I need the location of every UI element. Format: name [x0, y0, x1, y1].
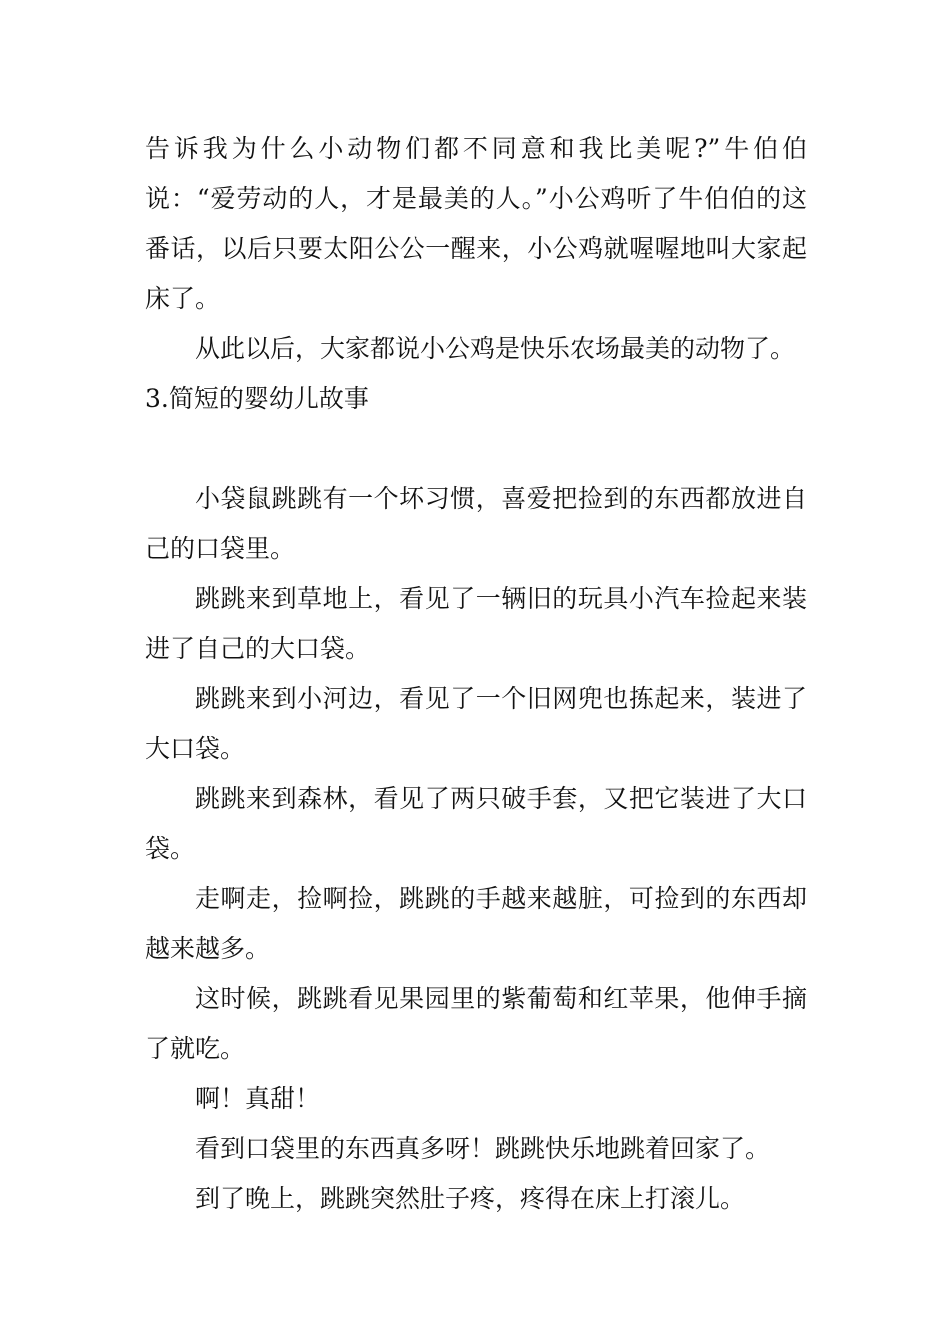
paragraph-continuation: 告诉我为什么小动物们都不同意和我比美呢?”牛伯伯说：“爱劳动的人，才是最美的人。”小公鸡听了牛伯伯的这番话，以后只要太阳公公一醒来，小公鸡就喔喔地叫大家起床了。 — [145, 134, 807, 313]
paragraph: 跳跳来到草地上，看见了一辆旧的玩具小汽车捡起来装进了自己的大口袋。 — [145, 584, 807, 663]
paragraph: 啊！真甜！ — [195, 1084, 321, 1113]
paragraph: 这时候，跳跳看见果园里的紫葡萄和红苹果，他伸手摘了就吃。 — [145, 984, 807, 1063]
paragraph: 从此以后，大家都说小公鸡是快乐农场最美的动物了。 — [195, 334, 796, 363]
paragraph: 跳跳来到森林，看见了两只破手套，又把它装进了大口袋。 — [145, 784, 807, 863]
paragraph: 看到口袋里的东西真多呀！跳跳快乐地跳着回家了。 — [195, 1134, 771, 1163]
document-page — [145, 124, 807, 1224]
paragraph: 走啊走，捡啊捡，跳跳的手越来越脏，可捡到的东西却越来越多。 — [145, 884, 807, 963]
paragraph: 跳跳来到小河边，看见了一个旧网兜也拣起来，装进了大口袋。 — [145, 684, 807, 763]
blank-line — [145, 424, 807, 474]
paragraph: 小袋鼠跳跳有一个坏习惯，喜爱把捡到的东西都放进自己的口袋里。 — [145, 484, 807, 563]
paragraph: 到了晚上，跳跳突然肚子疼，疼得在床上打滚儿。 — [195, 1184, 746, 1213]
section-heading: 3.简短的婴幼儿故事 — [145, 384, 369, 413]
